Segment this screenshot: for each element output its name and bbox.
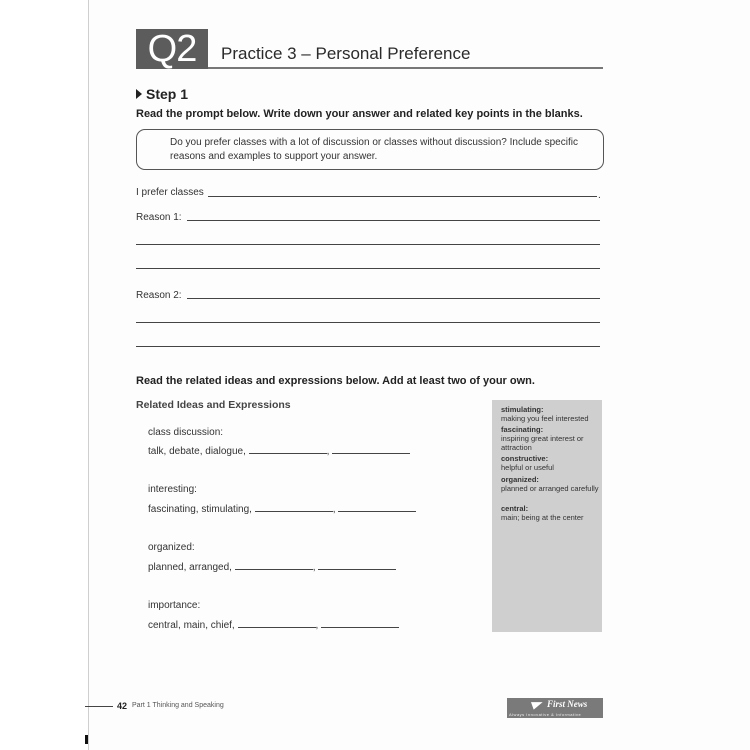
synonym-row: [148, 446, 410, 457]
title-underline: [208, 67, 603, 69]
reason1-label: Reason 1:: [136, 212, 182, 223]
step-label: Step 1: [146, 86, 189, 102]
reason2-answer-line[interactable]: [136, 322, 600, 323]
glossary-term: organized:: [501, 475, 539, 484]
part-label: Part 1: [132, 702, 151, 709]
synonym-row: [148, 620, 399, 631]
category-label: class discussion:: [148, 427, 224, 438]
glossary-definition: helpful or useful: [501, 463, 554, 472]
footer-rule: [85, 706, 113, 707]
section-label: Thinking and Speaking: [152, 702, 224, 709]
synonym-list: talk, debate, dialogue,: [148, 446, 246, 457]
page-title: Practice 3 – Personal Preference: [221, 44, 471, 63]
glossary-definition: inspiring great interest or attraction: [501, 434, 584, 452]
glossary-term: stimulating:: [501, 405, 544, 414]
category-label: importance:: [148, 600, 201, 611]
reason1-answer-line[interactable]: [136, 268, 600, 269]
question-badge: Q2: [136, 29, 208, 69]
glossary-entry: [501, 475, 601, 493]
own-expression-blank[interactable]: [255, 511, 333, 512]
step-instruction: Read the prompt below. Write down your answer and related key points in the blanks.: [136, 108, 583, 120]
blank-separator: ,: [332, 504, 336, 515]
glossary-entry: [501, 425, 601, 452]
related-instruction: Read the related ideas and expressions below. Add at least two of your own.: [136, 375, 535, 387]
own-expression-blank[interactable]: [235, 569, 313, 570]
blank-separator: ,: [312, 562, 316, 573]
logo-text: First News: [547, 699, 588, 709]
footer-section: [132, 702, 224, 709]
own-expression-blank[interactable]: [318, 569, 396, 570]
glossary-entry: [501, 454, 601, 472]
related-heading: Related Ideas and Expressions: [136, 399, 291, 411]
category-label: organized:: [148, 542, 195, 553]
page-number: 42: [117, 701, 128, 711]
glossary-term: central:: [501, 504, 529, 513]
logo-tagline: Always Innovative & Informative: [509, 712, 582, 717]
prefer-period: .: [598, 190, 601, 201]
category-label: interesting:: [148, 484, 197, 495]
synonym-row: [148, 504, 416, 515]
glossary-term: constructive:: [501, 454, 549, 463]
glossary-entry: [501, 405, 601, 423]
prompt-text: Do you prefer classes with a lot of discussion or classes without discussion? Include specific reasons and examples to support your answer.: [170, 137, 578, 162]
reason2-answer-line[interactable]: [187, 298, 600, 299]
own-expression-blank[interactable]: [249, 453, 327, 454]
synonym-list: planned, arranged,: [148, 562, 232, 573]
glossary-definition: making you feel interested: [501, 414, 589, 423]
own-expression-blank[interactable]: [338, 511, 416, 512]
blank-separator: ,: [326, 446, 330, 457]
reason1-answer-line[interactable]: [187, 220, 600, 221]
reason2-label: Reason 2:: [136, 290, 182, 301]
blank-separator: ,: [315, 620, 319, 631]
prefer-label: I prefer classes: [136, 187, 204, 198]
reason1-answer-line[interactable]: [136, 244, 600, 245]
triangle-bullet-icon: [136, 89, 142, 99]
own-expression-blank[interactable]: [332, 453, 410, 454]
prefer-answer-line[interactable]: [208, 196, 597, 197]
scan-edge-mark: [85, 735, 88, 744]
own-expression-blank[interactable]: [321, 627, 399, 628]
glossary-definition: planned or arranged carefully: [501, 484, 599, 493]
reason2-answer-line[interactable]: [136, 346, 600, 347]
glossary-term: fascinating:: [501, 425, 544, 434]
step-heading: [136, 86, 188, 102]
glossary-entry: [501, 504, 601, 522]
glossary-definition: main; being at the center: [501, 513, 584, 522]
synonym-list: fascinating, stimulating,: [148, 504, 252, 515]
synonym-list: central, main, chief,: [148, 620, 235, 631]
synonym-row: [148, 562, 396, 573]
own-expression-blank[interactable]: [238, 627, 316, 628]
